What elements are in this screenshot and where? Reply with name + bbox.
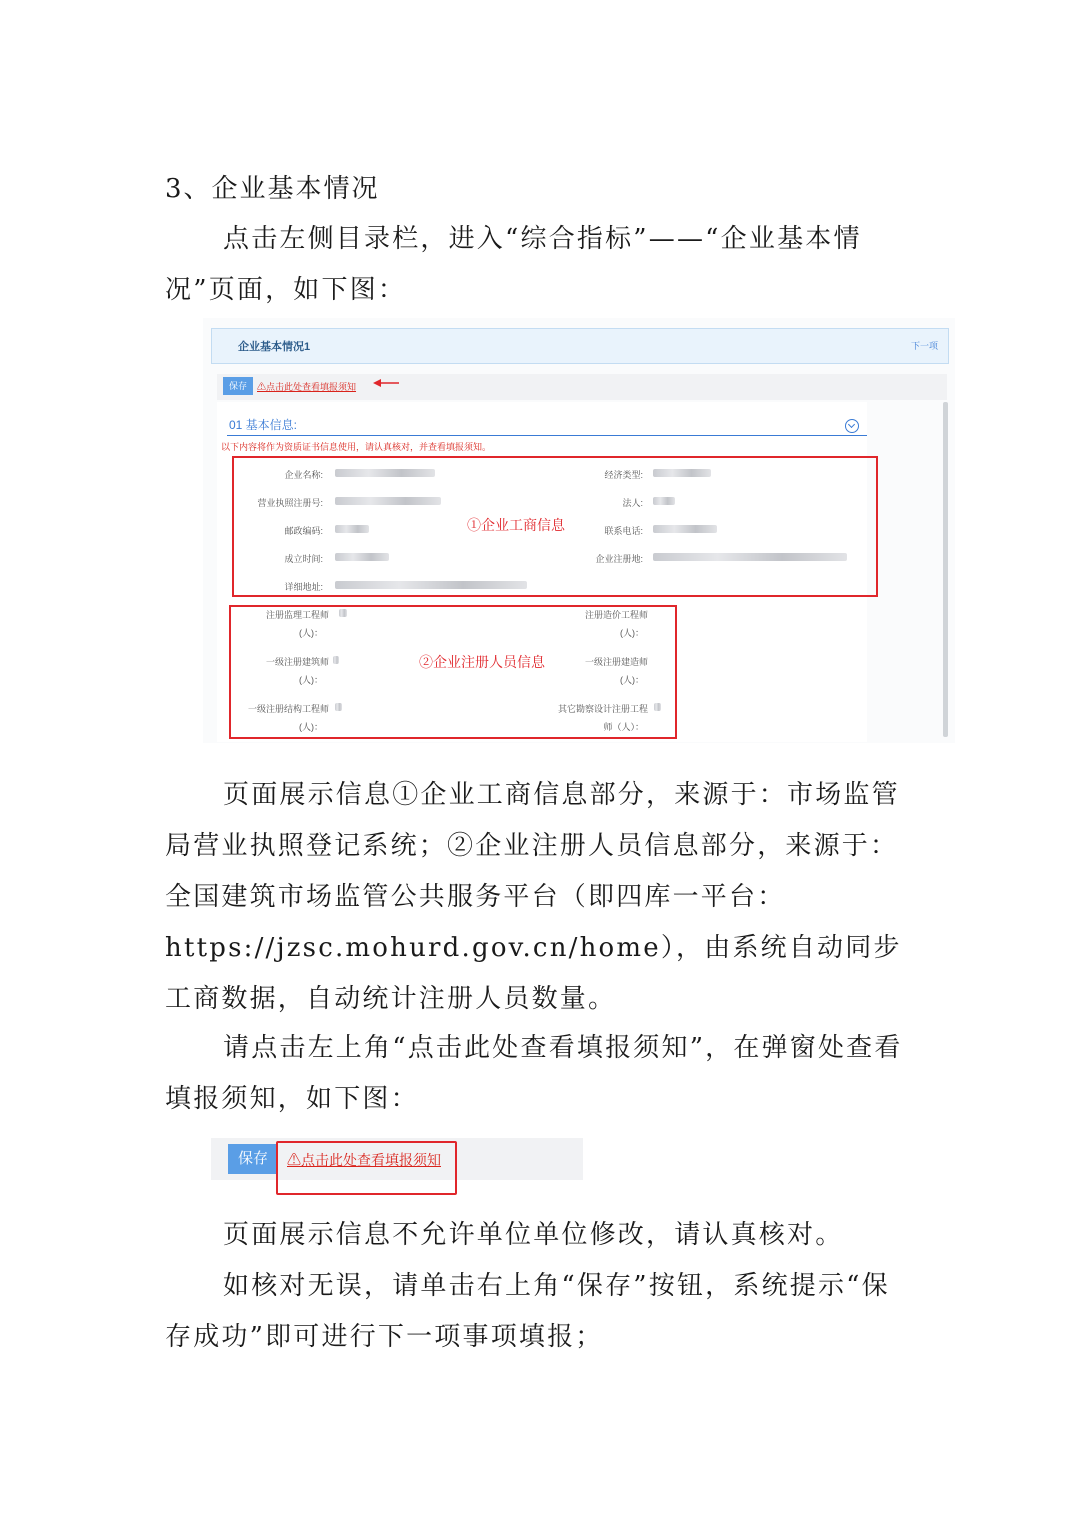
personnel-info-highlight: [229, 605, 677, 739]
field-label: (人)：: [620, 675, 644, 685]
section-title: 01 基本信息:: [229, 418, 298, 432]
notice-instruction-paragraph: 请点击左上角“点击此处查看填报须知”，在弹窗处查看填报须知，如下图：: [165, 1033, 903, 1114]
field-label: (人)：: [299, 675, 323, 685]
field-label: 师（人）：: [603, 722, 644, 732]
no-modify-paragraph: 页面展示信息不允许单位单位修改，请认真核对。: [223, 1220, 844, 1250]
callout-business-info: ①企业工商信息: [467, 517, 565, 533]
field-label: (人)：: [299, 722, 323, 732]
toolbar: [217, 374, 947, 400]
source-paragraph: 页面展示信息①企业工商信息部分，来源于：市场监管局营业执照登记系统；②企业注册人员信息部分，来源于：全国建筑市场监管公共服务平台（即四库一平台：https://jzsc.mohurd.gov.cn/home），由系统自动同步工商数据，自动统计注册人员数量。: [165, 780, 902, 1014]
panel-title: 企业基本情况1: [238, 341, 311, 353]
save-button[interactable]: 保存: [228, 1144, 278, 1174]
enterprise-info-screenshot: [203, 318, 955, 743]
field-label: 注册造价工程师: [584, 610, 648, 620]
field-label: 一级注册结构工程师: [247, 704, 329, 714]
warning-text: 以下内容将作为资质证书信息使用，请认真核对，并查看填报须知。: [221, 442, 492, 452]
field-label: 注册监理工程师: [265, 610, 329, 620]
save-instruction-paragraph: 如核对无误，请单击右上角“保存”按钮，系统提示“保存成功”即可进行下一项事项填报；: [165, 1271, 890, 1352]
red-arrow-icon: [373, 378, 401, 388]
section-divider: [227, 435, 867, 436]
notice-link-highlight: [276, 1141, 457, 1195]
field-label: 营业执照注册号:: [257, 498, 323, 508]
save-button[interactable]: 保存: [223, 377, 253, 395]
field-label: 成立时间:: [284, 554, 323, 564]
field-label: (人)：: [620, 628, 644, 638]
field-label: 一级注册建造师: [584, 657, 648, 667]
filing-notice-link[interactable]: ⚠点击此处查看填报须知: [257, 382, 357, 392]
scrollbar[interactable]: [943, 402, 948, 737]
field-label: 企业名称:: [284, 470, 323, 480]
next-item-link[interactable]: 下一项: [910, 341, 938, 351]
field-label: 经济类型:: [604, 470, 643, 480]
field-label: (人)：: [299, 628, 323, 638]
field-label: 一级注册建筑师: [265, 657, 329, 667]
chevron-down-icon[interactable]: [845, 419, 859, 433]
field-label: 法人:: [622, 498, 643, 508]
field-label: 详细地址:: [284, 582, 323, 592]
intro-paragraph: 点击左侧目录栏，进入“综合指标”——“企业基本情况”页面，如下图：: [165, 224, 862, 305]
field-label: 邮政编码:: [284, 526, 323, 536]
section-heading: 3、企业基本情况: [165, 174, 380, 204]
panel-header: [211, 328, 949, 364]
field-label: 联系电话:: [604, 526, 643, 536]
filing-notice-link[interactable]: ⚠点击此处查看填报须知: [287, 1152, 441, 1168]
field-label: 企业注册地:: [595, 554, 643, 564]
callout-personnel-info: ②企业注册人员信息: [419, 654, 545, 670]
field-label: 其它勘察设计注册工程: [557, 704, 648, 714]
